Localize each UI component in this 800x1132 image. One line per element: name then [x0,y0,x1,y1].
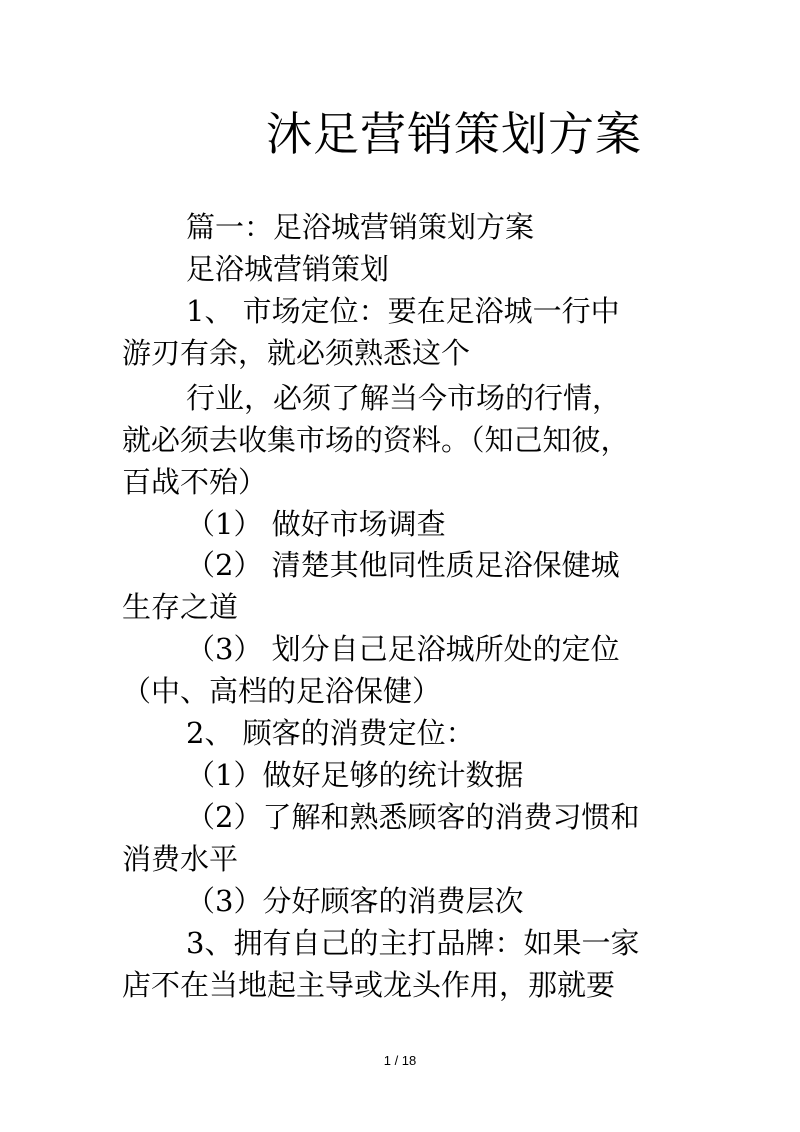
page-number: 1 / 18 [383,1053,417,1068]
text-line-15: （2）了解和熟悉顾客的消费习惯和 [186,800,640,834]
text-line-19: 店不在当地起主导或龙头作用，那就要 [122,968,616,1002]
text-line-17: （3）分好顾客的消费层次 [186,884,524,918]
text-line-13: 2、 顾客的消费定位： [186,716,475,750]
text-line-6: 就必须去收集市场的资料。（知己知彼， [122,423,630,457]
document-title: 沐足营销策划方案 [266,107,642,161]
text-line-3: 1、 市场定位：要在足浴城一行中 [186,294,620,328]
text-line-8: （1） 做好市场调查 [186,507,446,541]
text-line-12: （中、高档的足浴保健） [122,674,442,708]
text-line-10: 生存之道 [122,590,239,624]
text-line-5: 行业，必须了解当今市场的行情， [186,381,622,415]
text-line-7: 百战不殆） [122,465,268,499]
text-line-1: 篇一：足浴城营销策划方案 [186,210,535,244]
text-line-4: 游刃有余，就必须熟悉这个 [122,336,471,370]
text-line-14: （1）做好足够的统计数据 [186,758,524,792]
text-line-11: （3） 划分自己足浴城所处的定位 [186,632,620,666]
text-line-16: 消费水平 [122,842,239,876]
text-line-18: 3、拥有自己的主打品牌：如果一家 [186,926,640,960]
text-line-9: （2） 清楚其他同性质足浴保健城 [186,548,620,582]
text-line-2: 足浴城营销策划 [186,252,390,286]
